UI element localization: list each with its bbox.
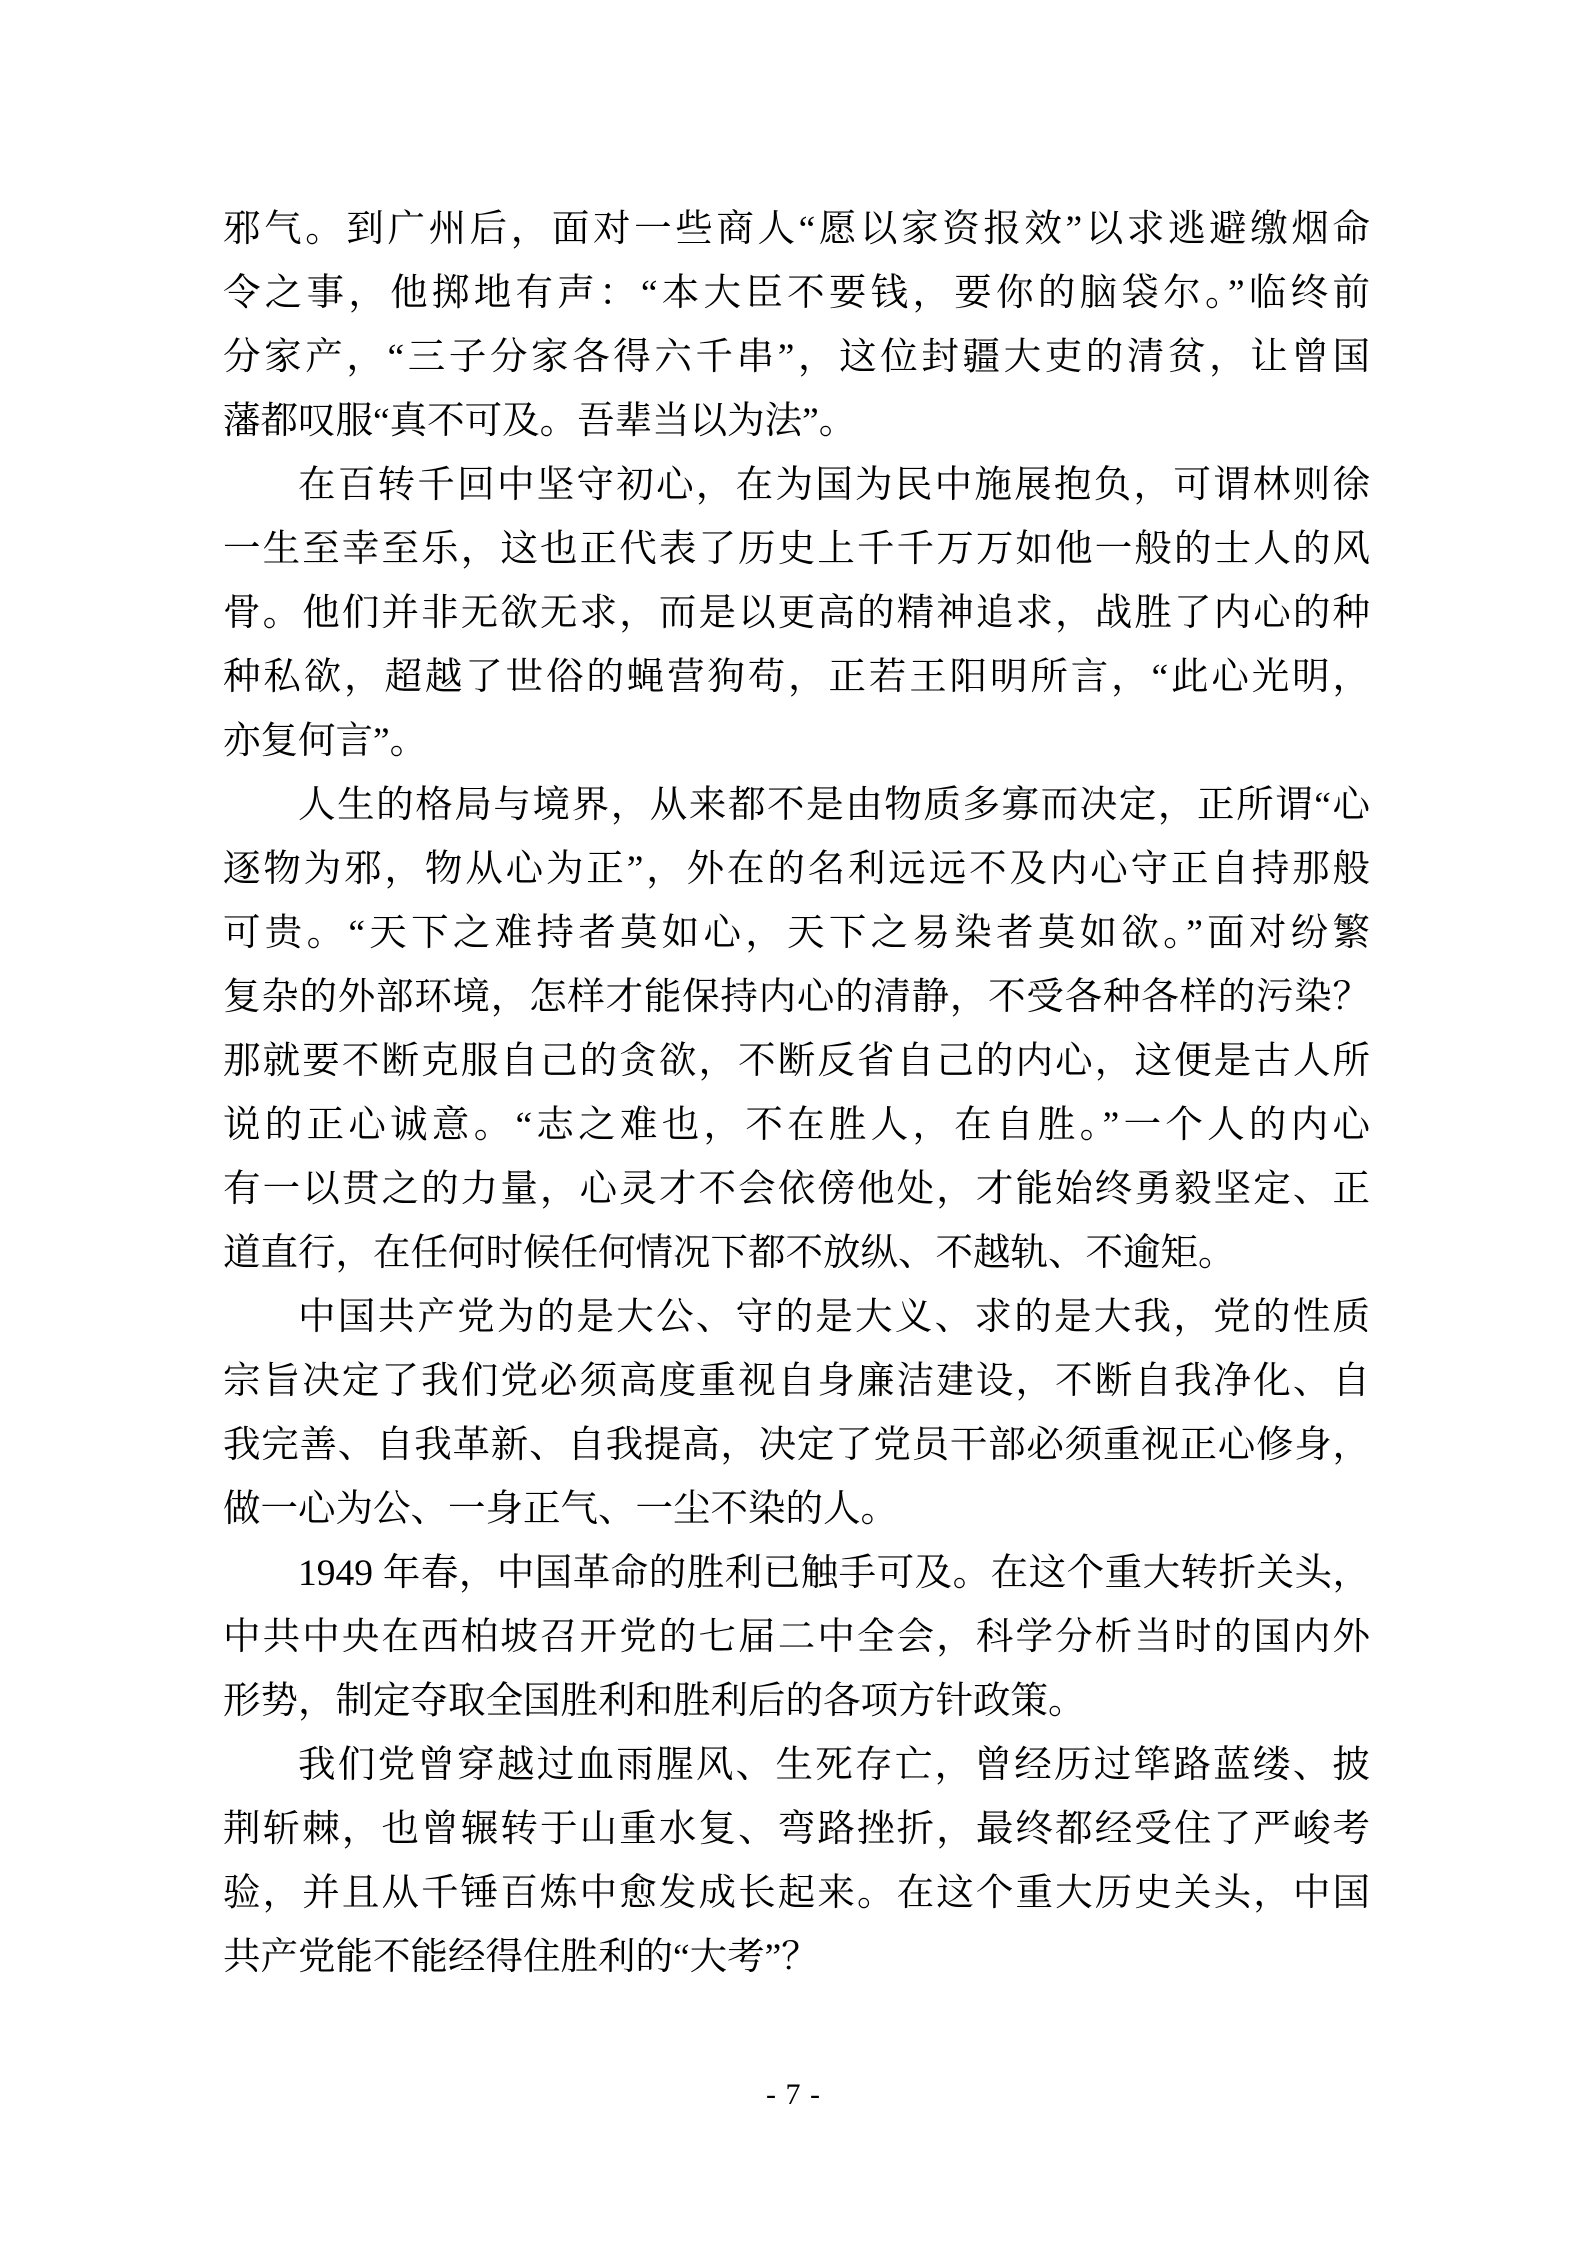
text-line: 邪气。到广州后，面对一些商人“愿以家资报效”以求逃避缴烟命 <box>223 209 1370 250</box>
text-line: 说的正心诚意。“志之难也，不在胜人，在自胜。”一个人的内心 <box>223 1105 1370 1146</box>
text-line: 我们党曾穿越过血雨腥风、生死存亡，曾经历过筚路蓝缕、披 <box>298 1745 1370 1786</box>
text-line: 亦复何言”。 <box>223 721 428 762</box>
text-line: 我完善、自我革新、自我提高，决定了党员干部必须重视正心修身， <box>223 1425 1370 1466</box>
text-line: 分家产，“三子分家各得六千串”，这位封疆大吏的清贫，让曾国 <box>223 337 1370 378</box>
page-number: - 7 - <box>766 2078 821 2111</box>
text-line: 中国共产党为的是大公、守的是大义、求的是大我，党的性质 <box>298 1297 1370 1338</box>
text-line: 一生至幸至乐，这也正代表了历史上千千万万如他一般的士人的风 <box>223 529 1370 570</box>
text-line: 有一以贯之的力量，心灵才不会依傍他处，才能始终勇毅坚定、正 <box>223 1169 1370 1210</box>
text-line: 令之事，他掷地有声：“本大臣不要钱，要你的脑袋尔。”临终前 <box>223 273 1370 314</box>
text-line: 复杂的外部环境，怎样才能保持内心的清静，不受各种各样的污染？ <box>223 977 1370 1018</box>
text-line: 宗旨决定了我们党必须高度重视自身廉洁建设，不断自我净化、自 <box>223 1361 1370 1402</box>
text-line: 共产党能不能经得住胜利的“大考”？ <box>223 1937 819 1978</box>
text-line: 藩都叹服“真不可及。吾辈当以为法”。 <box>223 401 857 442</box>
text-line: 种私欲，超越了世俗的蝇营狗苟，正若王阳明所言，“此心光明， <box>223 657 1370 698</box>
text-line: 形势，制定夺取全国胜利和胜利后的各项方针政策。 <box>223 1681 1086 1722</box>
text-line: 可贵。“天下之难持者莫如心，天下之易染者莫如欲。”面对纷繁 <box>223 913 1370 954</box>
body-text <box>223 198 1370 1990</box>
text-line: 验，并且从千锤百炼中愈发成长起来。在这个重大历史关头，中国 <box>223 1873 1370 1914</box>
text-line: 做一心为公、一身正气、一尘不染的人。 <box>223 1489 898 1530</box>
text-line: 人生的格局与境界，从来都不是由物质多寡而决定，正所谓“心 <box>298 785 1370 826</box>
text-line: 那就要不断克服自己的贪欲，不断反省自己的内心，这便是古人所 <box>223 1041 1370 1082</box>
text-line: 骨。他们并非无欲无求，而是以更高的精神追求，战胜了内心的种 <box>223 593 1370 634</box>
text-line: 荆斩棘，也曾辗转于山重水复、弯路挫折，最终都经受住了严峻考 <box>223 1809 1370 1850</box>
text-line: 中共中央在西柏坡召开党的七届二中全会，科学分析当时的国内外 <box>223 1617 1370 1658</box>
text-line: 在百转千回中坚守初心，在为国为民中施展抱负，可谓林则徐 <box>298 465 1370 506</box>
text-line: 道直行，在任何时候任何情况下都不放纵、不越轨、不逾矩。 <box>223 1233 1236 1274</box>
text-line: 1949 年春，中国革命的胜利已触手可及。在这个重大转折关头， <box>298 1553 1370 1594</box>
text-line: 逐物为邪，物从心为正”，外在的名利远远不及内心守正自持那般 <box>223 849 1370 890</box>
